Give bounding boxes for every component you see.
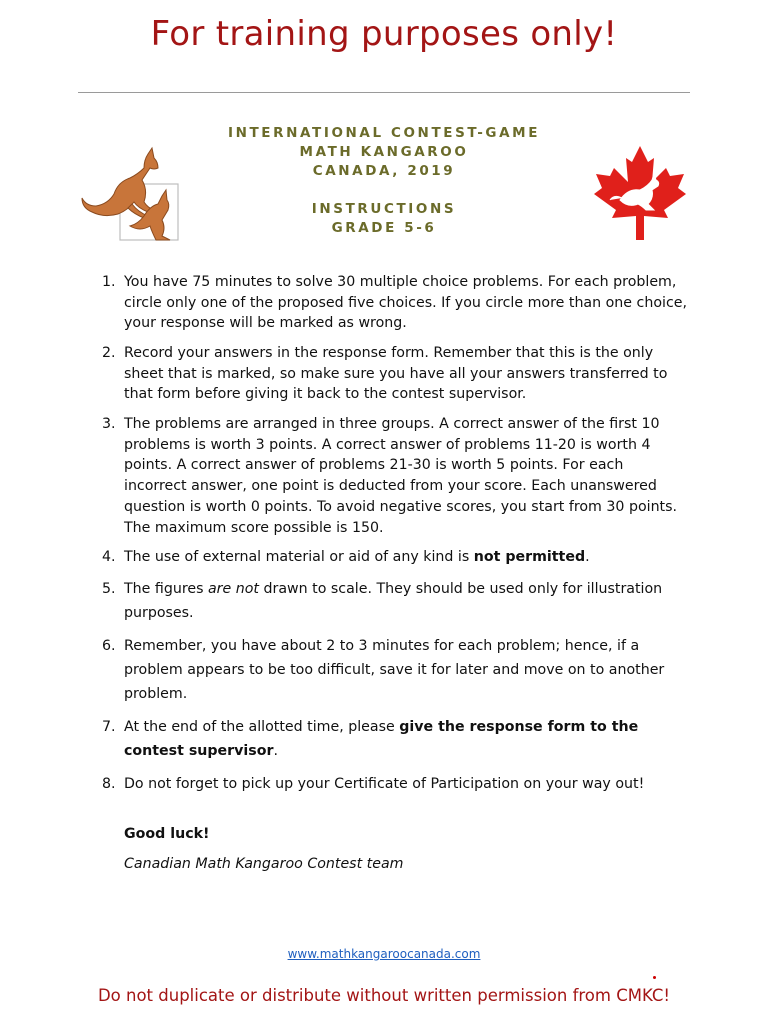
- instruction-item: 5. The figures are not drawn to scale. They should be used only for illustration purposes.: [102, 580, 663, 621]
- header-line-math-kangaroo: MATH KANGAROO: [299, 144, 469, 160]
- header-line-grade: GRADE 5-6: [331, 220, 437, 236]
- header-line-contest: INTERNATIONAL CONTEST-GAME: [227, 125, 541, 141]
- instruction-item: 3. The problems are arranged in three groups. A correct answer of the first 10 problems is worth 3 points. A correct answer of problems 11-20 is worth 4 points. A correct answer of problems 21-30 is worth 5 points. For each incorrect answer, one point is deducted from your score. Each unanswered question is worth 0 points. To avoid negative scores, you start from 30 points. The maximum score possible is 150.: [102, 416, 678, 536]
- copyright-footer: Do not duplicate or distribute without written permission from CMKC!: [97, 986, 671, 1005]
- training-banner: For training purposes only!: [150, 14, 618, 54]
- website-link[interactable]: www.mathkangaroocanada.com: [287, 947, 481, 961]
- instructions-list: [102, 272, 690, 796]
- instruction-item: 2. Record your answers in the response form. Remember that this is the only sheet that is marked, so make sure you have all your answers transferred to that form before giving it back to the contest supervisor.: [102, 345, 668, 403]
- instruction-item: 7. At the end of the allotted time, please give the response form to the contest supervisor.: [102, 718, 639, 759]
- contest-header: [0, 124, 768, 238]
- header-line-instructions: INSTRUCTIONS: [311, 201, 457, 217]
- instruction-item: 6. Remember, you have about 2 to 3 minutes for each problem; hence, if a problem appears to be too difficult, save it for later and move on to another problem.: [102, 637, 665, 702]
- instruction-item: 8. Do not forget to pick up your Certificate of Participation on your way out!: [102, 775, 645, 792]
- header-line-canada: CANADA, 2019: [312, 163, 456, 179]
- team-signature: Canadian Math Kangaroo Contest team: [124, 856, 404, 872]
- good-luck-text: Good luck!: [124, 826, 210, 842]
- instruction-item: 1. You have 75 minutes to solve 30 multiple choice problems. For each problem, circle only one of the proposed five choices. If you circle more than one choice, your response will be marked as wrong.: [102, 274, 687, 332]
- instruction-item: 4. The use of external material or aid of any kind is not permitted.: [102, 549, 590, 565]
- decorative-dot: [653, 976, 656, 979]
- divider: [78, 92, 690, 93]
